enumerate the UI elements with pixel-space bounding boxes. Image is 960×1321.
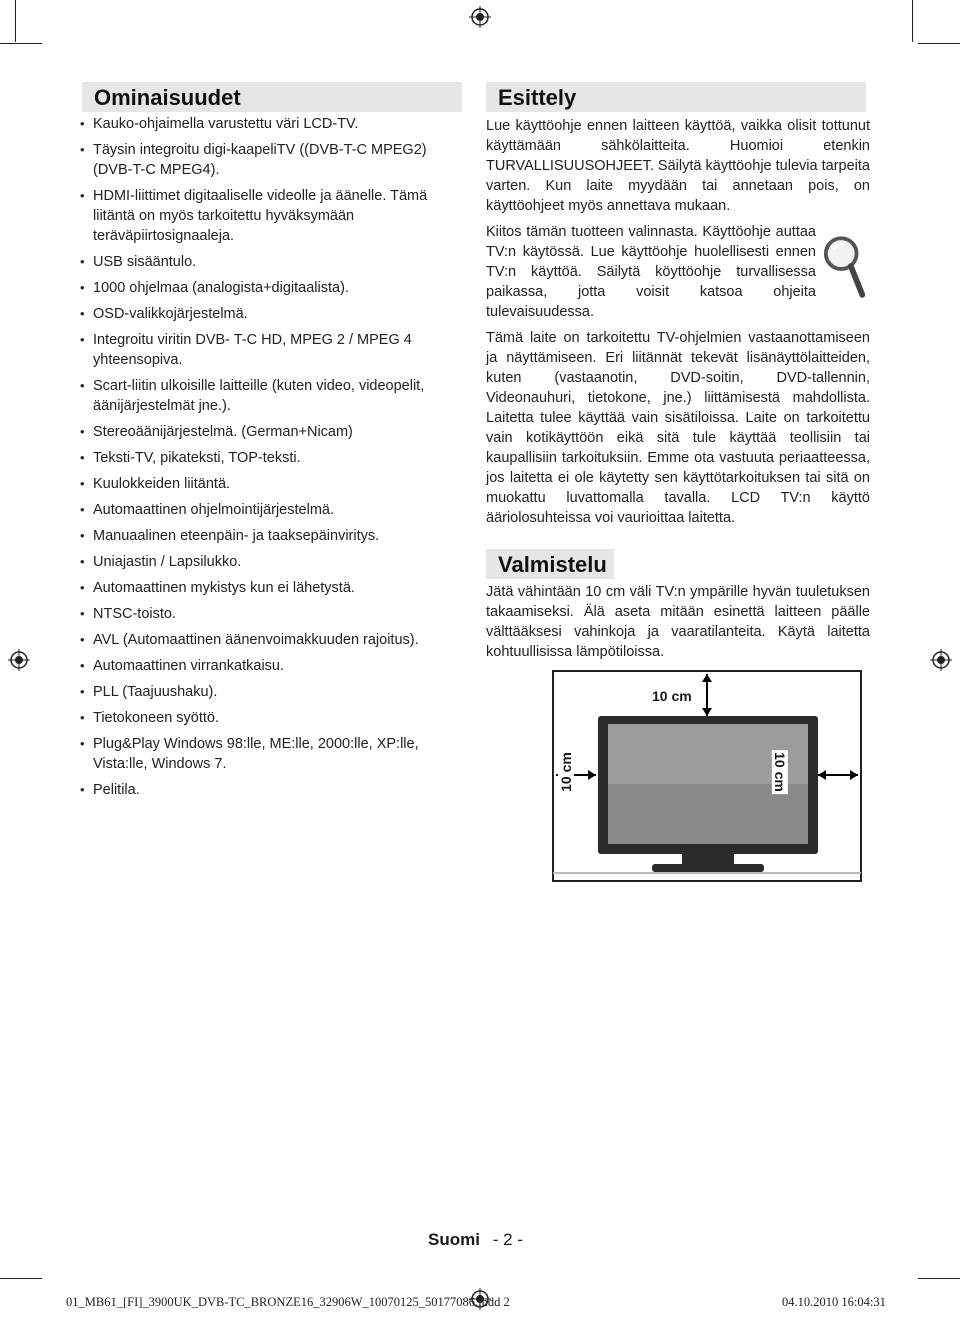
intro-column bbox=[486, 116, 870, 534]
list-item: • NTSC-toisto. bbox=[78, 604, 468, 624]
crop-mark-bottom-left-h bbox=[0, 1278, 42, 1279]
features-heading: Ominaisuudet bbox=[82, 82, 462, 112]
list-item: • Plug&Play Windows 98:lle, ME:lle, 2000:lle, XP:lle, Vista:lle, Windows 7. bbox=[78, 734, 468, 774]
list-item: • AVL (Automaattinen äänenvoimakkuuden rajoitus). bbox=[78, 630, 468, 650]
list-item: • Automaattinen ohjelmointijärjestelmä. bbox=[78, 500, 468, 520]
footer-language: Suomi bbox=[428, 1230, 480, 1249]
list-item: • Teksti-TV, pikateksti, TOP-teksti. bbox=[78, 448, 468, 468]
prep-heading: Valmistelu bbox=[486, 549, 614, 579]
list-item: • Pelitila. bbox=[78, 780, 468, 800]
crop-mark-top-right-h bbox=[918, 43, 960, 44]
list-item: • Täysin integroitu digi-kaapeliTV ((DVB-T-C MPEG2) (DVB-T-C MPEG4). bbox=[78, 140, 468, 180]
diagram-top-label: 10 cm bbox=[652, 688, 692, 704]
crop-mark-top-left-v bbox=[15, 0, 16, 42]
page-number bbox=[428, 1230, 523, 1250]
list-item: • Kuulokkeiden liitäntä. bbox=[78, 474, 468, 494]
crop-mark-top-left-h bbox=[0, 43, 42, 44]
list-item: • Automaattinen mykistys kun ei lähetystä. bbox=[78, 578, 468, 598]
prep-column bbox=[486, 582, 870, 668]
list-item: • HDMI-liittimet digitaaliselle videolle ja äänelle. Tämä liitäntä on myös tarkoitettu hyväksymään teräväpiirtosignaaleja. bbox=[78, 186, 468, 246]
magnifier-icon bbox=[822, 234, 870, 302]
list-item: • Manuaalinen eteenpäin- ja taaksepäinviritys. bbox=[78, 526, 468, 546]
features-list bbox=[78, 114, 468, 800]
intro-heading: Esittely bbox=[486, 82, 866, 112]
diagram-right-label: 10 cm bbox=[771, 752, 788, 792]
list-item: • Tietokoneen syöttö. bbox=[78, 708, 468, 728]
crop-mark-top-right-v bbox=[912, 0, 913, 42]
list-item: • Uniajastin / Lapsilukko. bbox=[78, 552, 468, 572]
intro-paragraph: Tämä laite on tarkoitettu TV-ohjelmien vastaanottamiseen ja näyttämiseen. Eri liitännät tekevät lisänäyttölaitteiden, kuten (vastaanotin, DVD-soitin, DVD-tallennin, Videonauhuri, tietokone, jne.) liittämisestä mahdollista. Laitetta tulee käyttää vain sisätiloissa. Laite on tarkoitettu vain kotikäyttöön eikä sitä tule käyttää teollisiin tai kaupallisiin tarkoituksiin. Emme ota vastuuta periaatteessa, jos laitetta ei ole käytetty sen käyttötarkoituksen tai sitä on muokattu luvattomalla tavalla. LCD TV:n käyttö ääriolosuhteissa voi vaurioittaa laitetta. bbox=[486, 330, 870, 526]
print-slug-date: 04.10.2010 16:04:31 bbox=[782, 1295, 886, 1309]
registration-mark-icon bbox=[469, 6, 491, 28]
list-item: • Integroitu viritin DVB- T-C HD, MPEG 2 / MPEG 4 yhteensopiva. bbox=[78, 330, 468, 370]
list-item: • Stereoäänijärjestelmä. (German+Nicam) bbox=[78, 422, 468, 442]
list-item: • Kauko-ohjaimella varustettu väri LCD-TV. bbox=[78, 114, 468, 134]
list-item: • USB sisääntulo. bbox=[78, 252, 468, 272]
registration-mark-icon bbox=[8, 649, 30, 671]
intro-paragraph: Kiitos tämän tuotteen valinnasta. Käyttöohje auttaa TV:n käytössä. Lue käyttöohje huolellisesti ennen TV:n käyttöä. Säilytä köyttöohje turvallisessa paikassa, jotta voisit katsoa ohjeita tulevaisuudessa. bbox=[486, 224, 816, 320]
list-item: • Scart-liitin ulkoisille laitteille (kuten video, videopelit, äänijärjestelmät jne.). bbox=[78, 376, 468, 416]
list-item: • Automaattinen virrankatkaisu. bbox=[78, 656, 468, 676]
footer-page: - 2 - bbox=[492, 1230, 523, 1249]
diagram-left-label: 10 cm bbox=[557, 752, 574, 792]
print-slug-file: 01_MB61_[FI]_3900UK_DVB-TC_BRONZE16_32906W_10070125_50177086.indd 2 bbox=[66, 1295, 510, 1309]
features-column bbox=[78, 114, 468, 806]
list-item: • OSD-valikkojärjestelmä. bbox=[78, 304, 468, 324]
list-item: • PLL (Taajuushaku). bbox=[78, 682, 468, 702]
intro-paragraph: Lue käyttöohje ennen laitteen käyttöä, vaikka olisit tottunut käyttämään sähkölaitteita. Huomioi etenkin TURVALLISUUSOHJEET. Säilytä käyttöohje tulevia tarpeita varten. Kun laite myydään tai annetaan pois, on käyttöohjeet myös annettava mukaan. bbox=[486, 118, 870, 214]
ventilation-diagram bbox=[552, 670, 862, 882]
list-item: • 1000 ohjelmaa (analogista+digitaalista). bbox=[78, 278, 468, 298]
crop-mark-bottom-right-h bbox=[918, 1278, 960, 1279]
prep-paragraph: Jätä vähintään 10 cm väli TV:n ympärille hyvän tuuletuksen takaamiseksi. Älä aseta mitään esinettä laitteen päälle välttääksesi vahinkoja ja vaaratilanteita. Käytä laitetta kohtuullisissa lämpötiloissa. bbox=[486, 584, 870, 660]
registration-mark-icon bbox=[930, 649, 952, 671]
